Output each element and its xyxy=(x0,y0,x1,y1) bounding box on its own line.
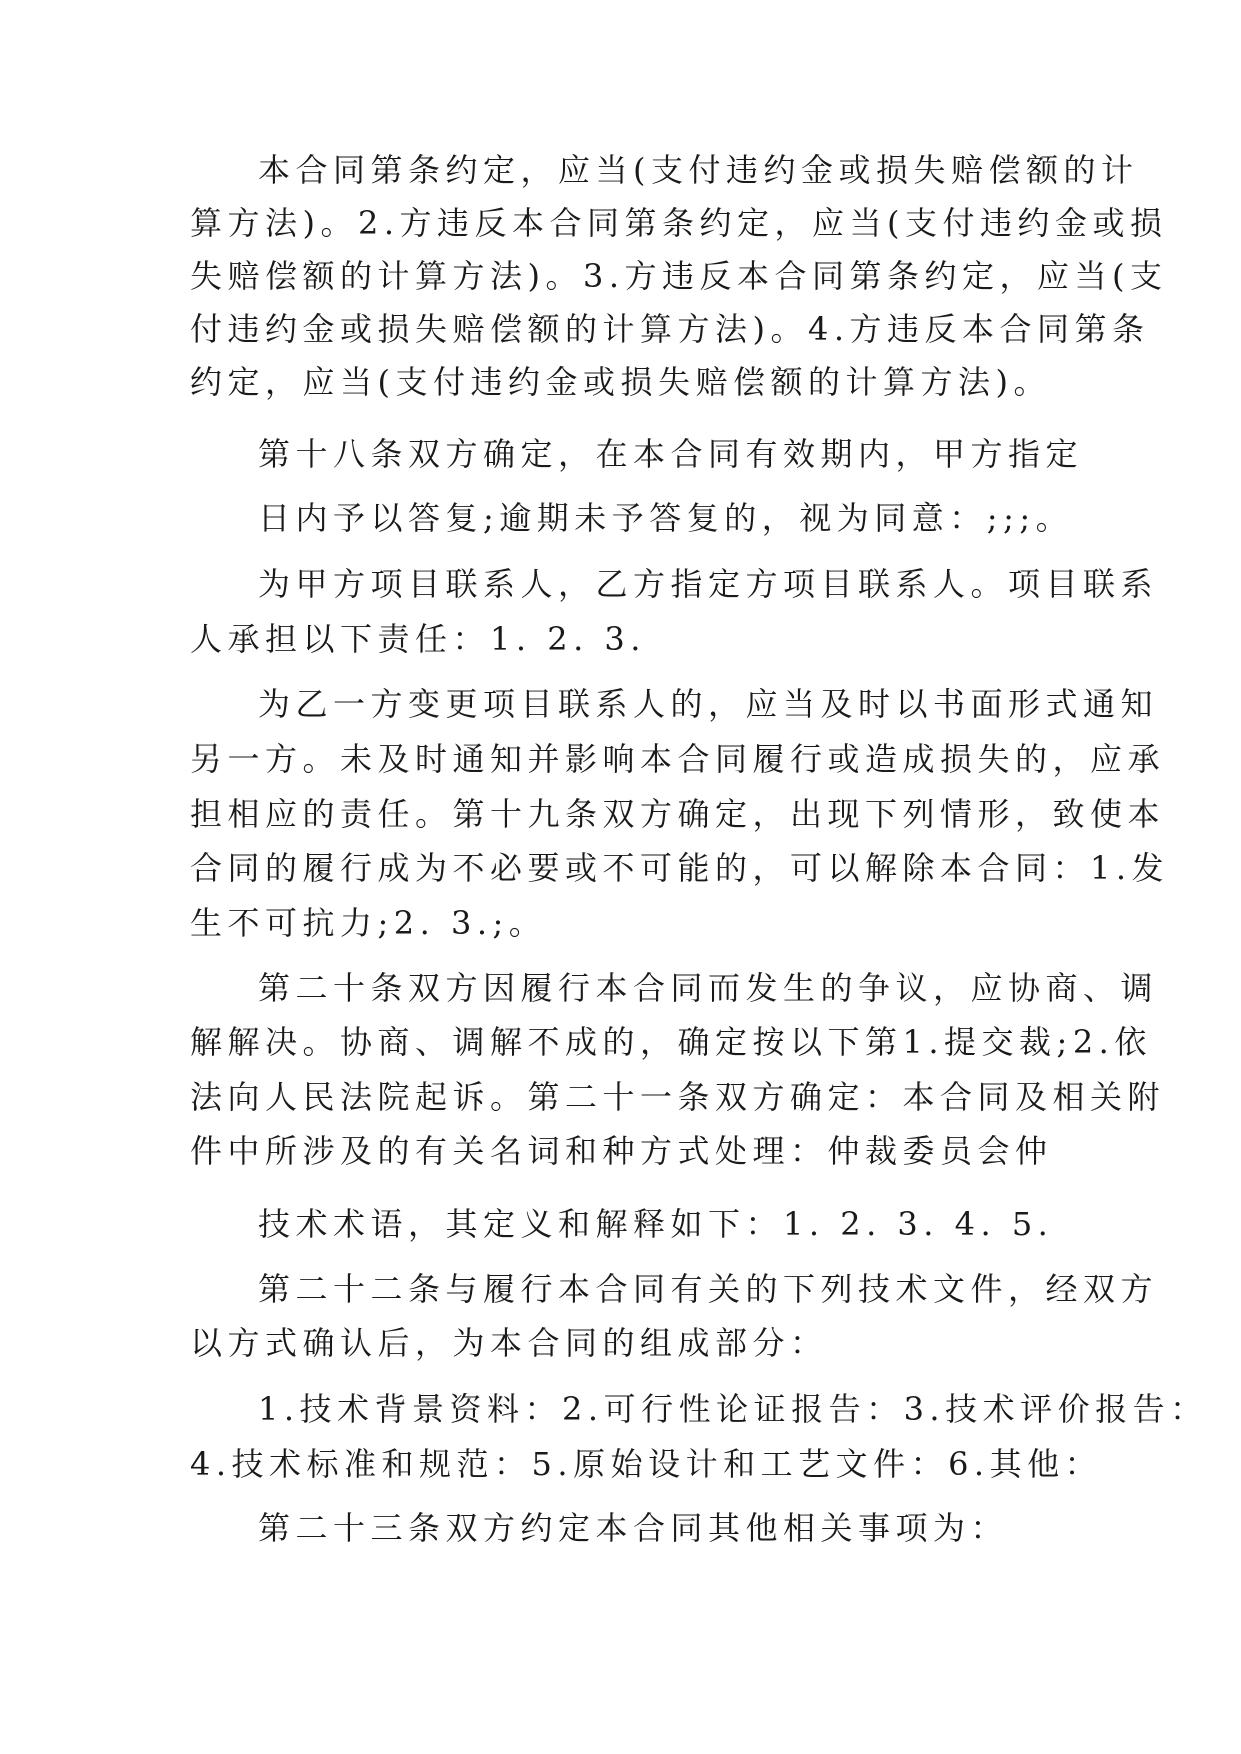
text-line: 另一方。未及时通知并影响本合同履行或造成损失的，应承 xyxy=(190,740,1166,778)
text-line: 1.技术背景资料：2.可行性论证报告：3.技术评价报告： xyxy=(258,1390,1208,1428)
text-line: 本合同第条约定，应当(支付违约金或损失赔偿额的计 xyxy=(258,151,1139,189)
text-line: 付违约金或损失赔偿额的计算方法)。4.方违反本合同第条 xyxy=(190,310,1150,348)
text-line: 技术术语，其定义和解释如下：1. 2. 3. 4. 5. xyxy=(258,1205,1054,1243)
text-line: 第二十三条双方约定本合同其他相关事项为： xyxy=(258,1509,1009,1547)
text-line: 以方式确认后，为本合同的组成部分： xyxy=(190,1324,828,1362)
text-line: 约定，应当(支付违约金或损失赔偿额的计算方法)。 xyxy=(190,363,1051,401)
text-line: 算方法)。2.方违反本合同第条约定，应当(支付违约金或损 xyxy=(190,204,1168,242)
text-line: 第二十条双方因履行本合同而发生的争议，应协商、调 xyxy=(258,969,1159,1007)
text-line: 4.技术标准和规范：5.原始设计和工艺文件：6.其他： xyxy=(190,1445,1103,1483)
text-line: 为甲方项目联系人，乙方指定方项目联系人。项目联系 xyxy=(258,565,1159,603)
text-line: 合同的履行成为不必要或不可能的，可以解除本合同：1.发 xyxy=(190,849,1170,887)
text-line: 为乙一方变更项目联系人的，应当及时以书面形式通知 xyxy=(258,685,1159,723)
text-line: 件中所涉及的有关名词和种方式处理：仲裁委员会仲 xyxy=(190,1132,1053,1170)
text-line: 担相应的责任。第十九条双方确定，出现下列情形，致使本 xyxy=(190,795,1166,833)
text-line: 解解决。协商、调解不成的，确定按以下第1.提交裁;2.依 xyxy=(190,1023,1152,1061)
text-line: 失赔偿额的计算方法)。3.方违反本合同第条约定，应当(支 xyxy=(190,257,1168,295)
text-line: 人承担以下责任：1. 2. 3. xyxy=(190,620,646,658)
text-line: 生不可抗力;2. 3.;。 xyxy=(190,904,547,942)
text-line: 第十八条双方确定，在本合同有效期内，甲方指定 xyxy=(258,435,1084,473)
text-line: 法向人民法院起诉。第二十一条双方确定：本合同及相关附 xyxy=(190,1078,1166,1116)
text-line: 日内予以答复;逾期未予答复的，视为同意：;;;。 xyxy=(258,499,1074,537)
text-line: 第二十二条与履行本合同有关的下列技术文件，经双方 xyxy=(258,1270,1159,1308)
